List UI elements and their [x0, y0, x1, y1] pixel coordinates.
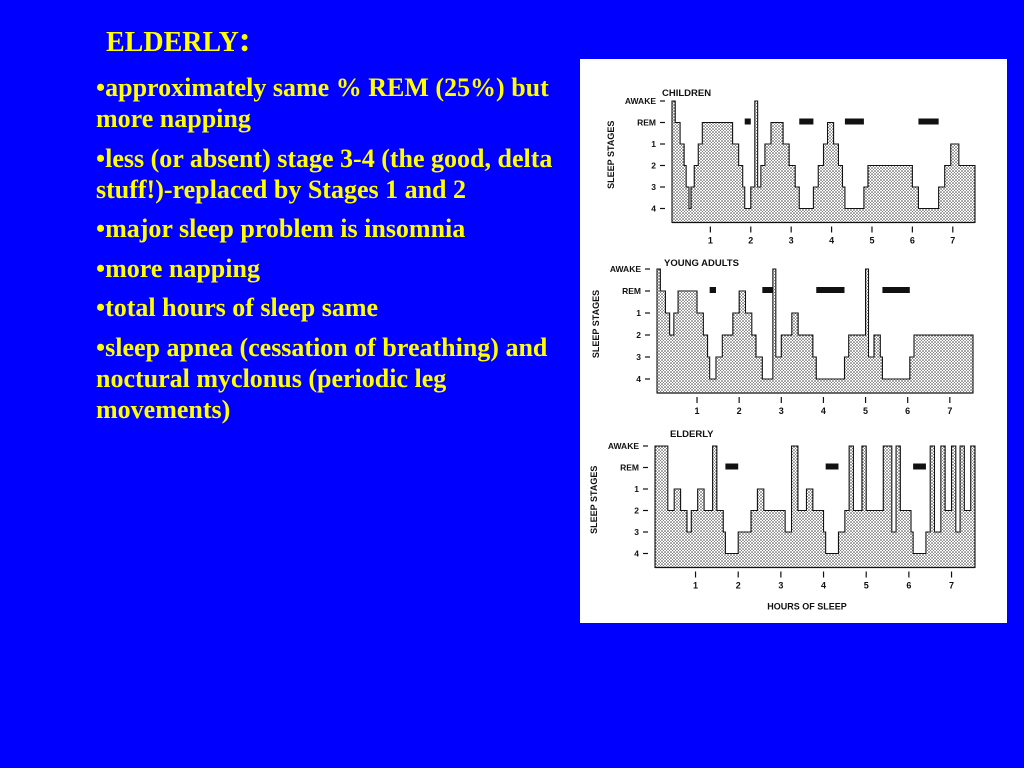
stage-label-children-0: AWAKE — [624, 96, 656, 106]
sleep-hypnogram-figure — [580, 59, 1007, 623]
stage-label-children-3: 2 — [651, 160, 656, 171]
stage-label-young-adults-4: 3 — [636, 352, 641, 362]
stage-label-elderly-1: REM — [620, 462, 639, 473]
x-tick-label-elderly-3: 4 — [821, 580, 827, 591]
x-tick-label-young-adults-3: 4 — [820, 406, 826, 416]
x-tick-label-young-adults-6: 7 — [947, 406, 953, 416]
bullet-insomnia: • major sleep problem is insomnia — [96, 213, 556, 244]
stage-label-children-1: REM — [637, 117, 656, 128]
rem-bar-elderly-1 — [826, 464, 839, 470]
stage-label-young-adults-1: REM — [622, 286, 641, 296]
stage-label-elderly-2: 1 — [634, 484, 639, 494]
stage-label-elderly-0: AWAKE — [607, 441, 639, 451]
panel-title-elderly: ELDERLY — [670, 429, 714, 440]
hypnogram-area-elderly — [655, 446, 975, 568]
x-tick-label-children-4: 5 — [869, 235, 875, 246]
x-tick-label-children-0: 1 — [707, 235, 713, 246]
hypnogram-panel-children — [606, 88, 975, 246]
rem-bar-children-3 — [918, 119, 938, 125]
stage-label-elderly-3: 2 — [634, 505, 639, 516]
x-tick-label-children-1: 2 — [748, 235, 754, 246]
stage-label-young-adults-5: 4 — [636, 374, 641, 384]
bullet-sleep-apnea: • sleep apnea (cessation of breathing) and noctural myclonus (periodic leg movements) — [96, 332, 556, 425]
stage-label-young-adults-2: 1 — [636, 308, 641, 318]
x-tick-label-young-adults-1: 2 — [736, 406, 742, 416]
x-axis-title-elderly: HOURS OF SLEEP — [767, 601, 847, 612]
x-tick-label-elderly-1: 2 — [735, 580, 741, 591]
bullet-napping: • more napping — [96, 253, 556, 284]
hypnogram-svg — [580, 59, 1007, 623]
slide-title-colon: : — [238, 19, 251, 59]
x-tick-label-elderly-0: 1 — [693, 580, 699, 591]
hypnogram-panel-elderly — [589, 429, 975, 612]
stage-label-young-adults-0: AWAKE — [609, 264, 641, 274]
panel-title-children: CHILDREN — [662, 88, 712, 99]
rem-bar-children-1 — [799, 119, 813, 125]
panel-title-young-adults: YOUNG ADULTS — [664, 258, 739, 269]
rem-bar-young-adults-0 — [710, 287, 716, 293]
slide-title-text: ELDERLY — [106, 27, 239, 58]
x-tick-label-young-adults-5: 6 — [905, 406, 911, 416]
rem-bar-young-adults-3 — [882, 287, 909, 293]
bullet-rem-percentage: • approximately same % REM (25%) but more napping — [96, 72, 556, 134]
slide-title — [106, 18, 251, 60]
x-tick-label-children-6: 7 — [950, 235, 956, 246]
rem-bar-children-2 — [845, 119, 864, 125]
stage-label-elderly-4: 3 — [634, 527, 639, 537]
stage-label-children-5: 4 — [651, 203, 656, 214]
stage-label-children-4: 3 — [651, 182, 656, 192]
x-tick-label-young-adults-2: 3 — [778, 406, 784, 416]
stage-label-young-adults-3: 2 — [636, 330, 641, 340]
rem-bar-young-adults-1 — [762, 287, 773, 293]
y-axis-title-young-adults: SLEEP STAGES — [591, 289, 601, 359]
hypnogram-area-young-adults — [657, 269, 973, 393]
x-tick-label-elderly-6: 7 — [949, 580, 955, 591]
rem-bar-elderly-2 — [913, 464, 926, 470]
bullet-stage-3-4: • less (or absent) stage 3-4 (the good, delta stuff!)-replaced by Stages 1 and 2 — [96, 143, 556, 205]
rem-bar-elderly-0 — [725, 464, 738, 470]
x-tick-label-children-2: 3 — [788, 235, 794, 246]
stage-label-children-2: 1 — [651, 139, 656, 149]
x-tick-label-young-adults-0: 1 — [694, 406, 700, 416]
bullet-total-hours: • total hours of sleep same — [96, 292, 556, 323]
y-axis-title-children: SLEEP STAGES — [606, 120, 616, 189]
bullet-list — [96, 72, 556, 433]
x-tick-label-elderly-4: 5 — [863, 580, 869, 591]
x-tick-label-young-adults-4: 5 — [863, 406, 869, 416]
x-tick-label-elderly-5: 6 — [906, 580, 912, 591]
x-tick-label-children-5: 6 — [909, 235, 915, 246]
rem-bar-young-adults-2 — [816, 287, 844, 293]
rem-bar-children-0 — [745, 119, 751, 125]
stage-label-elderly-5: 4 — [634, 548, 639, 559]
y-axis-title-elderly: SLEEP STAGES — [589, 465, 599, 534]
x-tick-label-elderly-2: 3 — [778, 580, 784, 591]
hypnogram-panel-young-adults — [591, 258, 973, 416]
x-tick-label-children-3: 4 — [829, 235, 835, 246]
